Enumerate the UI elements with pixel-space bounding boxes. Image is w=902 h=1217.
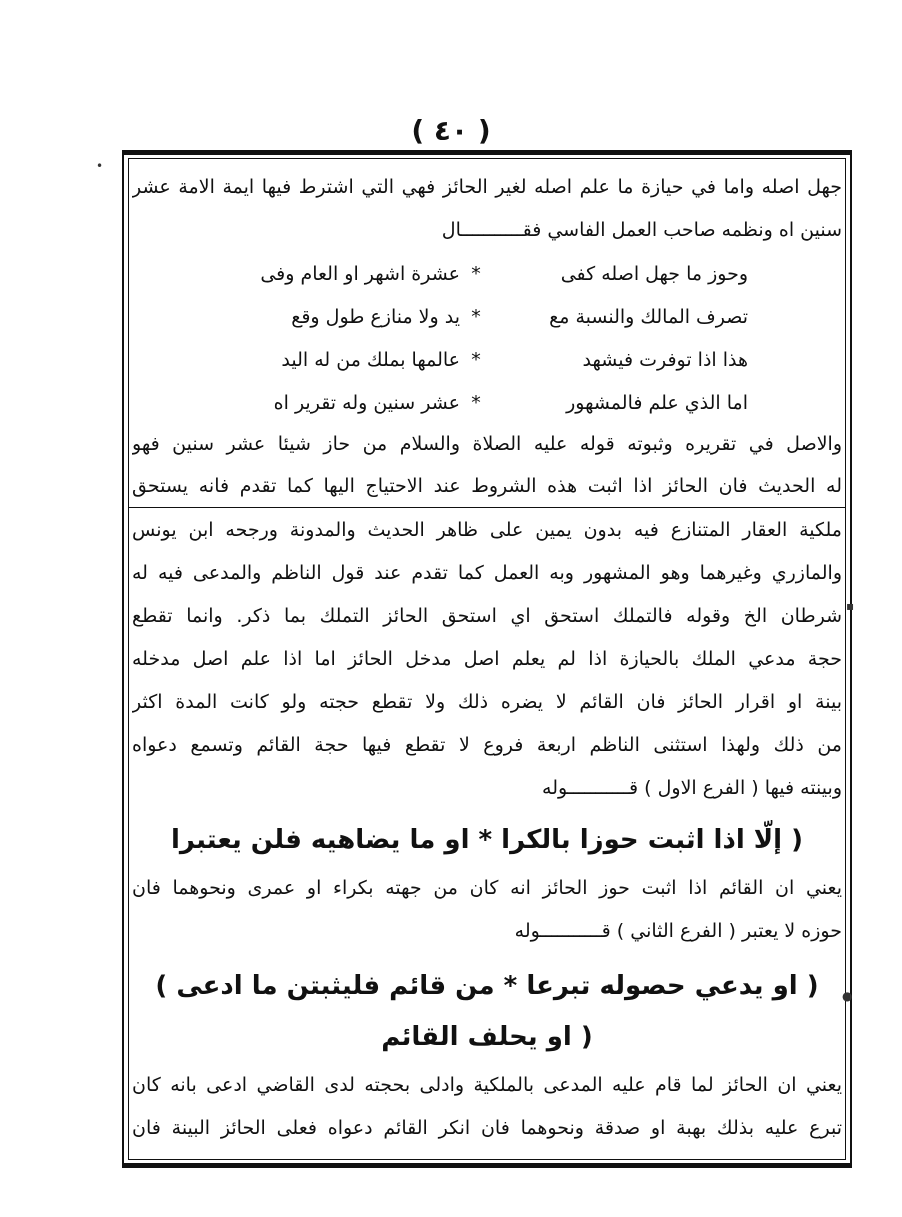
text-line: له الحديث فان الحائز اذا اثبت هذه الشروط عند الاحتياج اليها كما تقدم فانه يستحق xyxy=(132,475,842,497)
text-line: من ذلك ولهذا استثنى الناظم اربعة فروع لا تقطع فيها حجة القائم وتسمع دعواه xyxy=(132,734,842,756)
text-line: والمازري وغيرهما وهو المشهور وبه العمل كما تقدم عند قول الناظم والمدعى فيه له xyxy=(132,562,842,584)
verse-hemistich-left: عشرة اشهر او العام وفى xyxy=(260,263,460,285)
main-verse: ( او يحلف القائم xyxy=(381,1022,593,1052)
ink-speck: ● xyxy=(842,989,853,1003)
verse-hemistich-left: عالمها بملك من له اليد xyxy=(281,349,460,371)
divider-line xyxy=(128,507,846,508)
verse-hemistich-left: يد ولا منازع طول وقع xyxy=(291,306,460,328)
verse-hemistich-right: هذا اذا توفرت فيشهد xyxy=(582,349,748,371)
verse-star: * xyxy=(471,263,481,285)
verse-star: * xyxy=(471,349,481,371)
verse-hemistich-right: اما الذي علم فالمشهور xyxy=(566,392,748,414)
text-line: تبرع عليه بذلك بهبة او صدقة ونحوهما فان انكر القائم دعواه فعلى الحائز البينة فان xyxy=(132,1117,842,1139)
page-number: ( ٤٠ ) xyxy=(411,114,491,147)
text-line: حوزه لا يعتبر ( الفرع الثاني ) قـــــــــــوله xyxy=(514,920,842,942)
verse-hemistich-right: وحوز ما جهل اصله كفى xyxy=(560,263,748,285)
text-line: حجة مدعي الملك بالحيازة اذا لم يعلم اصل مدخل الحائز اما اذا علم اصل مدخله xyxy=(132,648,842,670)
text-line: ملكية العقار المتنازع فيه بدون يمين على ظاهر الحديث والمدونة ورجحه ابن يونس xyxy=(132,519,842,541)
text-line: بينة او اقرار الحائز فان القائم لا يضره ذلك ولا تقطع حجته ولو كانت المدة اكثر xyxy=(132,691,842,713)
text-line: جهل اصله واما في حيازة ما علم اصله لغير الحائز فهي التي اشترط فيها ايمة الامة عشر xyxy=(132,176,842,198)
text-line: وبينته فيها ( الفرع الاول ) قـــــــــــوله xyxy=(542,777,842,799)
main-verse: ( إلّا اذا اثبت حوزا بالكرا * او ما يضاهيه فلن يعتبرا xyxy=(171,825,803,855)
verse-star: * xyxy=(471,306,481,328)
text-line: سنين اه ونظمه صاحب العمل الفاسي فقـــــــــــال xyxy=(441,219,842,241)
main-verse: ( او يدعي حصوله تبرعا * من قائم فليثبتن ما ادعى ) xyxy=(155,971,819,1001)
verse-star: * xyxy=(471,392,481,414)
verse-hemistich-left: عشر سنين وله تقرير اه xyxy=(273,392,460,414)
ink-speck: • xyxy=(96,159,104,173)
text-line: يعني ان القائم اذا اثبت حوز الحائز انه كان من جهته بكراء او عمرى ونحوهما فان xyxy=(132,877,842,899)
ink-speck: ▪ xyxy=(846,599,855,613)
verse-hemistich-right: تصرف المالك والنسبة مع xyxy=(549,306,748,328)
text-line: والاصل في تقريره وثبوته قوله عليه الصلاة والسلام من حاز شيئا عشر سنين فهو xyxy=(132,433,842,455)
text-line: شرطان الخ وقوله فالتملك استحق اي استحق الحائز التملك بما ذكر. وانما تقطع xyxy=(132,605,842,627)
text-line: يعني ان الحائز لما قام عليه المدعى بالملكية وادلى بحجته لدى القاضي ادعى بانه كان xyxy=(132,1074,842,1096)
